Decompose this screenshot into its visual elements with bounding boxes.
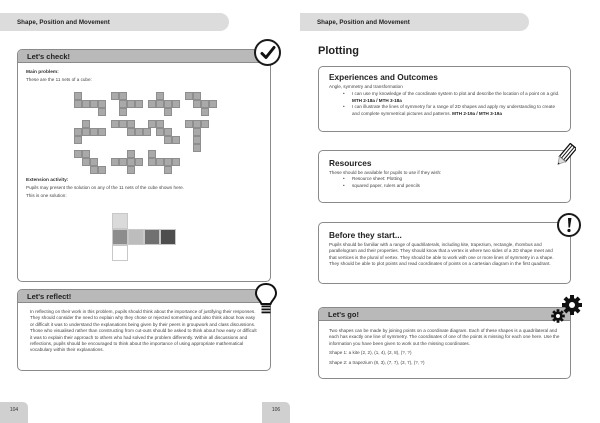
lets-reflect-content: [18, 303, 270, 354]
net-square: [156, 120, 164, 128]
outcome-text: I can use my knowledge of the coordinate system to plot and describe the location of a point on a grid.: [352, 91, 560, 97]
solution-cell: [112, 229, 128, 245]
net-square: [148, 100, 156, 108]
lets-check-box: [17, 49, 271, 282]
net-square: [193, 144, 201, 152]
net-square: [111, 120, 119, 128]
net-square: [82, 128, 90, 136]
net-square: [119, 92, 127, 100]
net-square: [143, 128, 151, 136]
net-square: [148, 158, 156, 166]
net-square: [185, 120, 193, 128]
net-square: [90, 100, 98, 108]
section-header: Shape, Position and Movement: [0, 13, 229, 31]
net-square: [90, 158, 98, 166]
page-title: Plotting: [318, 45, 359, 57]
resources-title: Resources: [329, 158, 372, 168]
net-square: [127, 128, 135, 136]
lets-reflect-title: Let's reflect!: [18, 290, 270, 303]
extension-section: [26, 178, 184, 200]
net-square: [164, 166, 172, 174]
net-square: [172, 100, 180, 108]
net-square: [164, 100, 172, 108]
net-square: [156, 128, 164, 136]
extension-text: Pupils may present the solution on any of the 11 nets of the cube shown here.: [26, 185, 184, 190]
net-square: [209, 100, 217, 108]
net-square: [193, 120, 201, 128]
net-square: [127, 158, 135, 166]
lets-go-box: [318, 307, 571, 379]
list-item: [343, 91, 560, 104]
checkmark-icon: [254, 39, 281, 66]
gears-icon: [550, 294, 584, 329]
solution-cell: [128, 229, 144, 245]
outcome-text: I can illustrate the lines of symmetry for a range of 2D shapes and apply my understanding to create and complete symmetrical pictures and patterns.: [352, 104, 555, 116]
experiences-list: [329, 91, 560, 117]
experiences-outcomes-box: [318, 66, 571, 132]
before-they-start-box: [318, 222, 571, 284]
lets-reflect-text: In reflecting on their work in this problem, pupils should think about the importance of justifying their responses. They should consider the need to explain why they chose or rejected something and also think about how easy or difficult it was to understand the explanations being given by their peers in groupwork and class discussions. Those who visualised rather than constructing from cut-outs should be asked to think about how easy or difficult it was to explain their approach to others who had solved the problem differently. Within all discussions and reflections, pupils should be encouraged to think about the importance of using appropriate mathematical vocabulary within their explanations.: [30, 309, 257, 353]
net-square: [98, 128, 106, 136]
net-square: [127, 100, 135, 108]
main-problem-label: Main problem:: [26, 70, 59, 75]
net-square: [193, 92, 201, 100]
list-item: • squared paper, rulers and pencils: [343, 183, 560, 189]
pencil-icon: [554, 143, 576, 174]
net-square: [74, 128, 82, 136]
net-square: [164, 158, 172, 166]
lightbulb-icon: [254, 282, 278, 321]
solution-cell: [144, 229, 160, 245]
section-header: Shape, Position and Movement: [300, 13, 529, 31]
net-square: [111, 158, 119, 166]
lets-check-content: [18, 63, 270, 83]
net-square: [119, 100, 127, 108]
net-square: [148, 120, 156, 128]
lets-go-title: Let's go!: [319, 308, 570, 321]
exclamation-icon: [557, 213, 581, 237]
net-square: [164, 108, 172, 116]
experiences-subtitle: Angle, symmetry and transformation: [329, 84, 403, 89]
resources-list: [329, 176, 560, 189]
net-square: [164, 128, 172, 136]
cube-nets-diagram: [18, 92, 19, 93]
resources-box: [318, 150, 571, 203]
before-start-title: Before they start...: [329, 230, 402, 240]
solution-cell: [112, 245, 128, 261]
net-square: [172, 158, 180, 166]
net-square: [164, 136, 172, 144]
net-square: [135, 128, 143, 136]
net-square: [201, 120, 209, 128]
list-item: • Resource sheet: Plotting: [343, 176, 560, 182]
net-square: [74, 92, 82, 100]
lets-go-content: [319, 321, 570, 373]
net-square: [111, 92, 119, 100]
page-number: 104: [0, 402, 28, 423]
net-square: [185, 92, 193, 100]
solution-cell: [112, 213, 128, 229]
net-square: [98, 100, 106, 108]
net-square: [148, 150, 156, 158]
net-square: [193, 100, 201, 108]
before-start-text: Pupils should be familiar with a range of quadrilaterals, including kite, trapezium, rectangle, rhombus and parallelogram and their properties. They should know that a vertex is where two sides of a 2D shape meet and that vertices is the plural of vertex. They should be able to work with one or more lines of symmetry in a shape. They should be able to plot points and read coordinates of points on a cartesian diagram in the first quadrant.: [329, 242, 554, 267]
net-square: [156, 92, 164, 100]
list-item: [343, 104, 560, 117]
experiences-title: Experiences and Outcomes: [329, 72, 438, 82]
solution-text: This is one solution:: [26, 193, 67, 199]
net-square: [82, 158, 90, 166]
net-square: [82, 120, 90, 128]
right-page: [271, 0, 600, 423]
page-number: 106: [262, 402, 290, 423]
net-square: [127, 150, 135, 158]
net-square: [90, 166, 98, 174]
net-square: [156, 158, 164, 166]
main-problem-text: These are the 11 nets of a cube:: [26, 77, 92, 82]
net-square: [82, 150, 90, 158]
net-square: [90, 128, 98, 136]
net-square: [201, 100, 209, 108]
net-square: [156, 100, 164, 108]
net-square: [135, 158, 143, 166]
net-square: [119, 120, 127, 128]
lets-go-text: Two shapes can be made by joining points on a coordinate diagram. Each of these shapes is a quadrilateral and each has exactly one line of symmetry. The coordinates of one of the points is missing for each one here. Use the information you have been given to work out the missing coordinates.: [329, 328, 560, 346]
outcome-code: MTH 2-18a / MTH 3-18a: [352, 97, 402, 103]
net-square: [74, 100, 82, 108]
resources-intro: These should be available for pupils to use if they wish:: [329, 170, 442, 175]
net-square: [201, 108, 209, 116]
solution-cell: [160, 229, 176, 245]
outcome-code: MTH 2-19a / MTH 3-19a: [452, 110, 502, 116]
net-square: [119, 158, 127, 166]
net-square: [127, 166, 135, 174]
shape-1-text: Shape 1: a kite (2, 2), (1, 4), (2, 8), (?, ?): [329, 350, 412, 356]
net-square: [193, 136, 201, 144]
net-square: [98, 166, 106, 174]
net-square: [74, 150, 82, 158]
net-square: [82, 100, 90, 108]
net-square: [127, 120, 135, 128]
net-square: [98, 108, 106, 116]
net-square: [193, 128, 201, 136]
net-square: [172, 136, 180, 144]
net-square: [74, 136, 82, 144]
net-square: [135, 100, 143, 108]
net-square: [119, 108, 127, 116]
extension-label: Extension activity:: [26, 178, 69, 183]
lets-check-title: Let's check!: [18, 50, 270, 63]
lets-reflect-box: [17, 289, 271, 371]
shape-2-text: Shape 2: a trapezium (8, 3), (7, 7), (3, 7), (?, ?): [329, 359, 425, 365]
